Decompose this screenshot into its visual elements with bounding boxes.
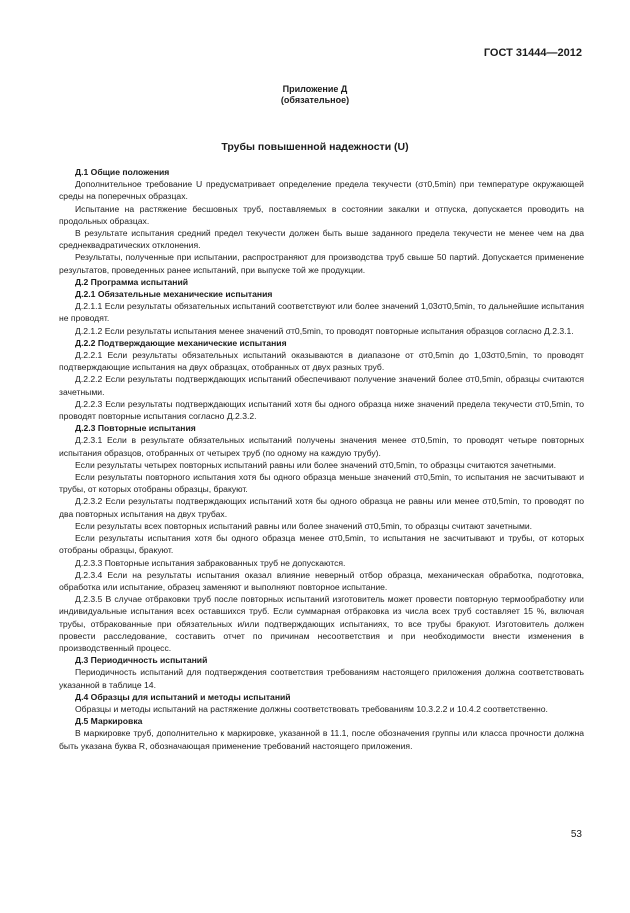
paragraph: Д.2.2.2 Если результаты подтверждающих испытаний обеспечивают получение значений более σт0,5min, образцы считаются зачетными.: [59, 374, 584, 397]
section-heading: Д.4 Образцы для испытаний и методы испытаний: [75, 691, 291, 702]
paragraph: Д.2.3.2 Если результаты подтверждающих испытаний хотя бы одного образца не равны или менее σт0,5min, то проводят по два повторных испытания на двух трубах.: [59, 496, 584, 519]
section-heading: Д.2.1 Обязательные механические испытания: [75, 289, 273, 300]
paragraph: Если результаты всех повторных испытаний равны или более значений σт0,5min, то образцы считают зачетными.: [75, 520, 533, 531]
paragraph: Д.2.2.1 Если результаты обязательных испытаний оказываются в диапазоне от σт0,5min до 1,03σт0,5min, то проводят подтверждающие испытания на двух образцах, отобранных от двух разных труб.: [59, 350, 584, 373]
paragraph: Испытание на растяжение бесшовных труб, поставляемых в состоянии закалки и отпуска, допускается проводить на продольных образцах.: [59, 203, 584, 226]
annex-heading: [0, 84, 630, 106]
document-header: ГОСТ 31444—2012: [483, 47, 582, 59]
paragraph: Д.2.3.3 Повторные испытания забракованных труб не допускаются.: [75, 557, 346, 568]
document-body: [59, 166, 584, 752]
paragraph: В результате испытания средний предел текучести должен быть выше заданного предела текучести не менее чем на два среднеквадратических отклонения.: [59, 228, 584, 251]
paragraph: В маркировке труб, дополнительно к маркировке, указанной в 11.1, после обозначения группы или класса прочности должна быть указана буква R, обозначающая применение требований настоящего приложения.: [59, 728, 584, 751]
paragraph: Д.2.3.1 Если в результате обязательных испытаний получены значения менее σт0,5min, то проводят четыре повторных испытания образцов, отобранных от четырех труб (по одному на каждую трубу).: [59, 435, 584, 458]
annex-title: Приложение Д: [282, 84, 348, 94]
section-heading: Д.5 Маркировка: [75, 716, 143, 727]
annex-status: (обязательное): [280, 95, 350, 105]
section-heading: Д.3 Периодичность испытаний: [75, 655, 208, 666]
section-heading: Д.2 Программа испытаний: [75, 276, 189, 287]
paragraph: Если результаты повторного испытания хотя бы одного образца меньше значений σт0,5min, то испытания не засчитывают и трубы, от которых отобраны образцы, бракуют.: [59, 472, 584, 495]
paragraph: Д.2.3.4 Если на результаты испытания оказал влияние неверный отбор образца, механическая обработка, подготовка, обработка или испытание, образец заменяют и выполняют повторное испытание.: [59, 569, 584, 592]
paragraph: Д.2.2.3 Если результаты подтверждающих испытаний хотя бы одного образца ниже значений предела текучести σт0,5min, то проводят повторные испытания согласно Д.2.3.2.: [59, 398, 584, 422]
paragraph: Д.2.1.1 Если результаты обязательных испытаний соответствуют или более значений 1,03σт0,5min, то дальнейшие испытания не проводят.: [59, 301, 584, 324]
page-number: 53: [570, 829, 582, 840]
paragraph: Результаты, полученные при испытании, распространяют для производства труб свыше 50 партий. Допускается применение результатов, проведенных ранее испытаний, при выпуске той же продукции.: [59, 252, 584, 275]
paragraph: Д.2.3.5 В случае отбраковки труб после повторных испытаний изготовитель может провести повторную термообработку или индивидуальные испытания всех оставшихся труб. Если суммарная отбраковка из числа всех труб составляет 15 %, включая трубы, отбракованные при обязательных и/или подтверждающих испытаниях, то все трубы бракуют. Изготовитель должен провести расследование, составить отчет по причинам несоответствия и при необходимости внести изменения в производственный процесс.: [59, 594, 584, 653]
paragraph: Д.2.1.2 Если результаты испытания менее значений σт0,5min, то проводят повторные испытания образцов согласно Д.2.3.1.: [75, 325, 574, 336]
paragraph: Дополнительное требование U предусматривает определение предела текучести (σт0,5min) при температуре окружающей среды на поперечных образцах.: [59, 179, 584, 202]
section-title: Трубы повышенной надежности (U): [221, 141, 409, 153]
section-heading: Д.2.2 Подтверждающие механические испытания: [75, 337, 287, 348]
paragraph: Если результаты четырех повторных испытаний равны или более значений σт0,5min, то образцы считаются зачетными.: [75, 459, 557, 470]
section-heading: Д.1 Общие положения: [75, 167, 170, 177]
paragraph: Если результаты испытания хотя бы одного образца менее σт0,5min, то испытания не засчитывают и трубы, от которых отобраны образцы, бракуют.: [59, 533, 584, 556]
section-heading: Д.2.3 Повторные испытания: [75, 423, 196, 434]
paragraph: Образцы и методы испытаний на растяжение должны соответствовать требованиям 10.3.2.2 и 10.4.2 соответственно.: [75, 703, 548, 714]
paragraph: Периодичность испытаний для подтверждения соответствия требованиям настоящего приложения должна соответствовать указанной в таблице 14.: [59, 667, 584, 690]
